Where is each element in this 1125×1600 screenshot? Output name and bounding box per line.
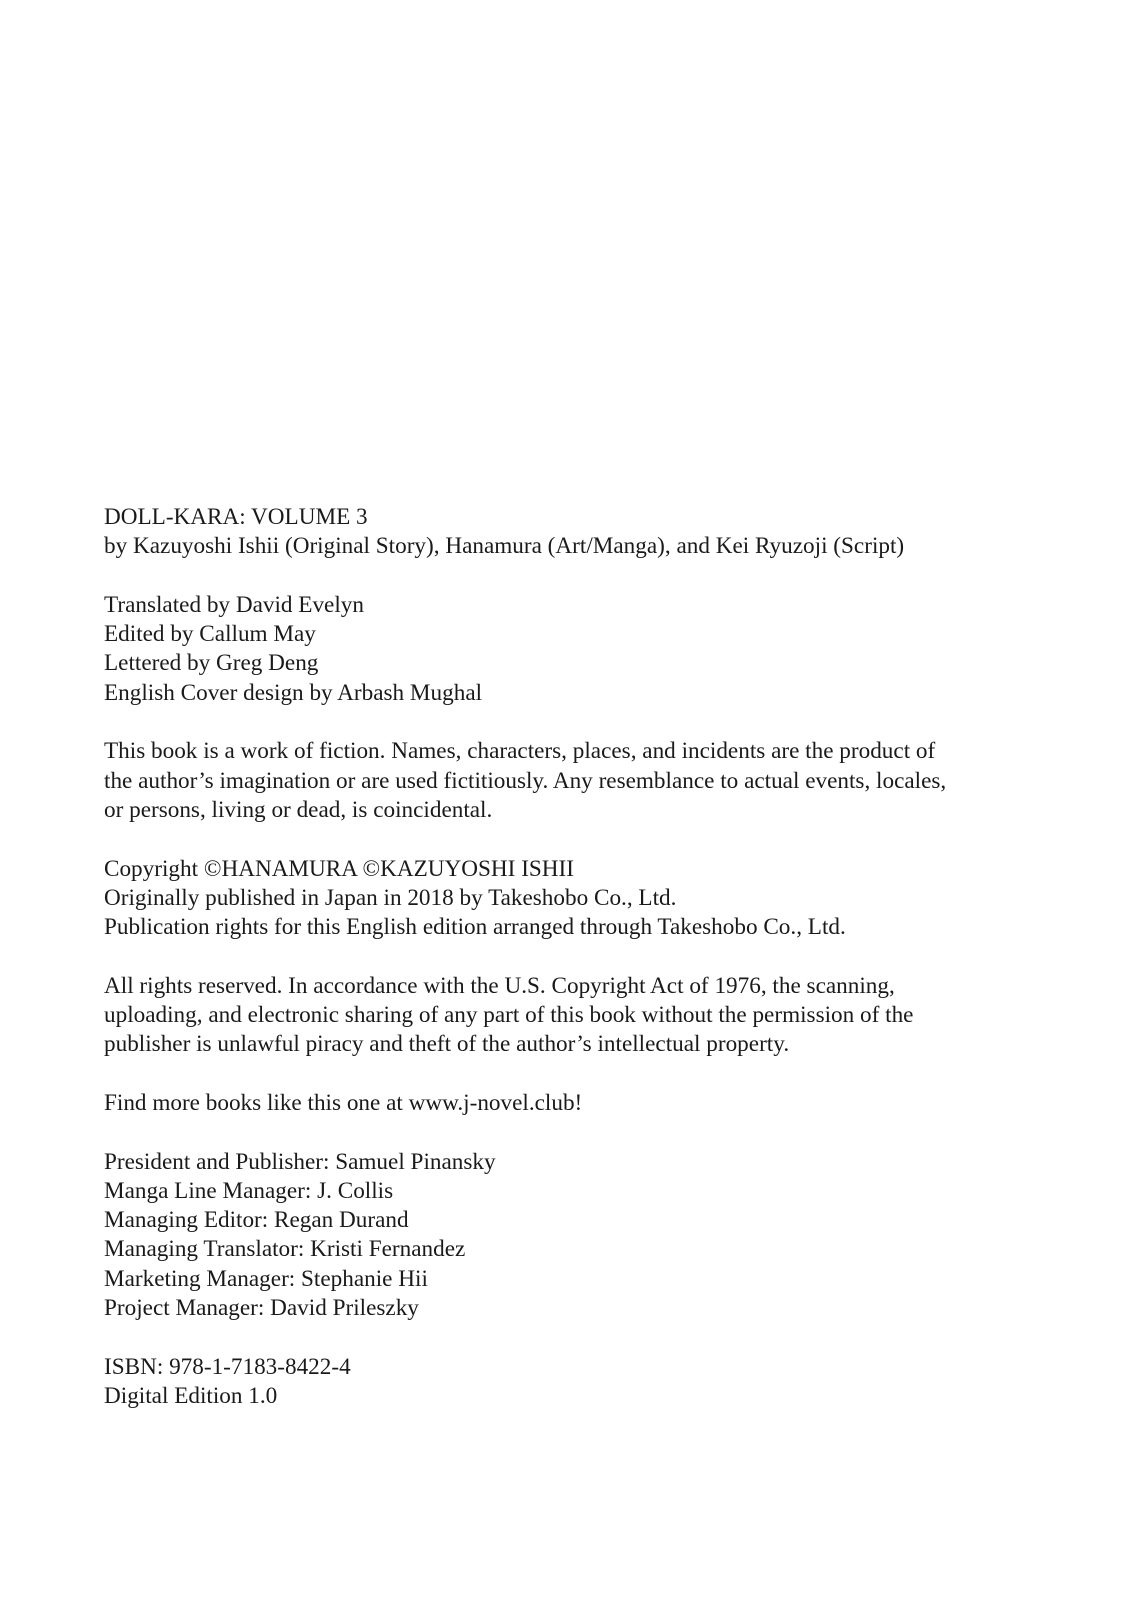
marketing-manager-credit: Marketing Manager: Stephanie Hii xyxy=(104,1265,428,1292)
edition-info xyxy=(104,1353,1064,1412)
staff-block xyxy=(104,591,1064,708)
title-block xyxy=(104,503,1064,562)
project-manager-credit: Project Manager: David Prileszky xyxy=(104,1295,419,1322)
website-link[interactable]: Find more books like this one at www.j-novel.club! xyxy=(104,1089,583,1116)
disclaimer-line: This book is a work of fiction. Names, characters, places, and incidents are the product of xyxy=(104,738,936,765)
translator-credit: Translated by David Evelyn xyxy=(104,591,364,618)
management-credits xyxy=(104,1148,1064,1324)
disclaimer-line: the author’s imagination or are used fictitiously. Any resemblance to actual events, locales, xyxy=(104,767,947,794)
rights-line: All rights reserved. In accordance with the U.S. Copyright Act of 1976, the scanning, xyxy=(104,972,895,999)
rights-line: uploading, and electronic sharing of any part of this book without the permission of the xyxy=(104,1002,914,1029)
publisher-credit: President and Publisher: Samuel Pinansky xyxy=(104,1148,496,1175)
isbn: ISBN: 978-1-7183-8422-4 xyxy=(104,1353,351,1380)
copyright-line: Copyright ©HANAMURA ©KAZUYOSHI ISHII xyxy=(104,855,574,882)
publication-rights-line: Publication rights for this English edition arranged through Takeshobo Co., Ltd. xyxy=(104,914,846,941)
copyright-notice xyxy=(104,855,1064,943)
book-credits: by Kazuyoshi Ishii (Original Story), Hanamura (Art/Manga), and Kei Ryuzoji (Script) xyxy=(104,533,905,560)
digital-edition: Digital Edition 1.0 xyxy=(104,1382,278,1409)
copyright-page xyxy=(104,503,1064,1441)
website-promo xyxy=(104,1089,1064,1118)
letterer-credit: Lettered by Greg Deng xyxy=(104,650,319,677)
disclaimer-line: or persons, living or dead, is coincidental. xyxy=(104,796,493,823)
line-manager-credit: Manga Line Manager: J. Collis xyxy=(104,1177,394,1204)
original-publication-line: Originally published in Japan in 2018 by Takeshobo Co., Ltd. xyxy=(104,884,677,911)
book-title: DOLL-KARA: VOLUME 3 xyxy=(104,504,368,530)
rights-reserved-notice xyxy=(104,972,1064,1060)
managing-translator-credit: Managing Translator: Kristi Fernandez xyxy=(104,1236,466,1263)
editor-credit: Edited by Callum May xyxy=(104,621,316,648)
fiction-disclaimer xyxy=(104,737,1064,825)
cover-design-credit: English Cover design by Arbash Mughal xyxy=(104,679,483,706)
rights-line: publisher is unlawful piracy and theft of the author’s intellectual property. xyxy=(104,1031,790,1058)
managing-editor-credit: Managing Editor: Regan Durand xyxy=(104,1207,409,1234)
